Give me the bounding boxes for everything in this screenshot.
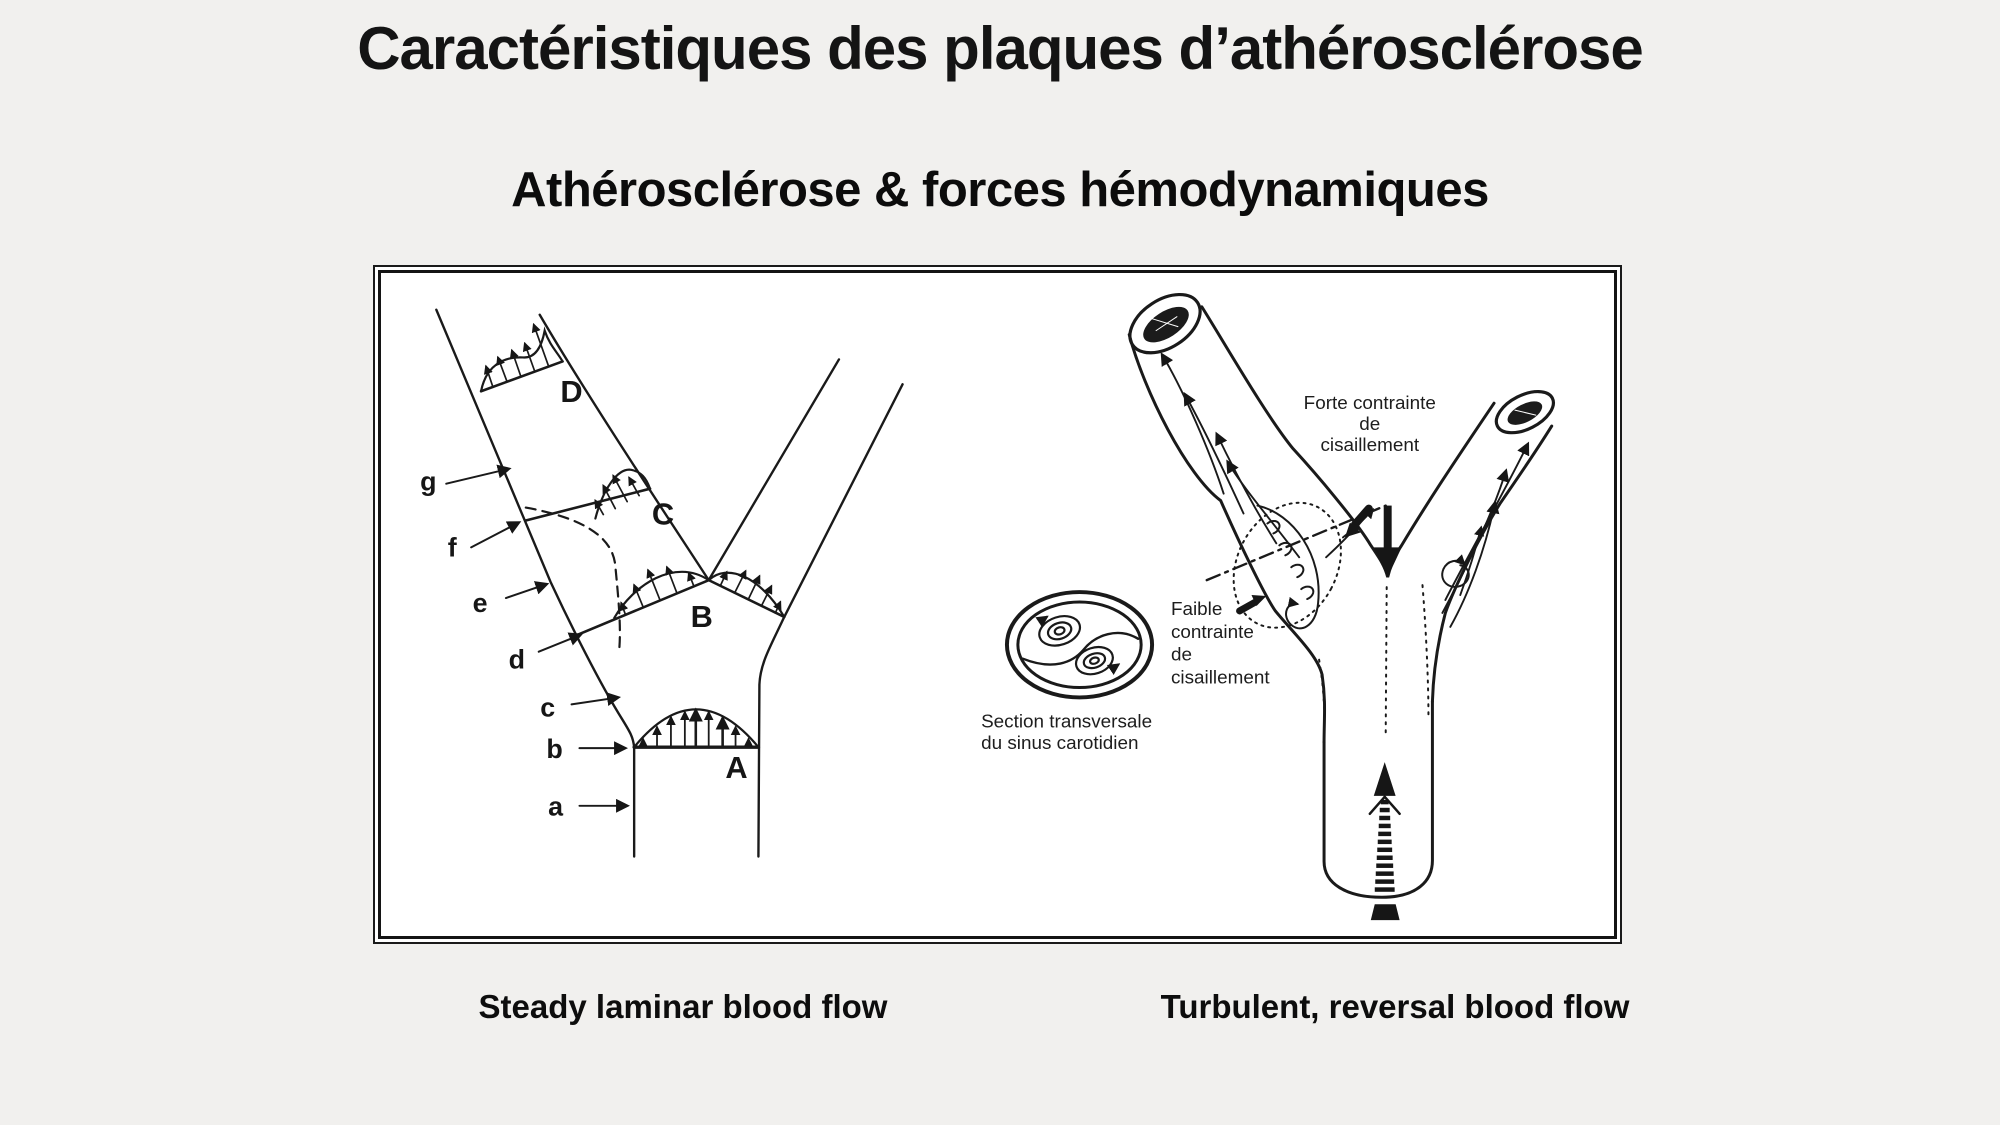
left-diagram-laminar-flow: [420, 310, 902, 857]
low-shear-annotation: [1171, 599, 1270, 689]
svg-text:Section transversale: Section transversale: [981, 711, 1153, 733]
high-shear-arrows: [1345, 506, 1402, 578]
cross-section-caption: [981, 711, 1152, 754]
trunk-dotted-streamlines: [1319, 585, 1428, 734]
cross-section-vortex-upper: [1035, 611, 1083, 650]
velocity-profile-C: [526, 470, 650, 521]
caption-turbulent-flow: Turbulent, reversal blood flow: [1160, 988, 1630, 1025]
wall-label-d: d: [508, 644, 526, 675]
wall-pointer-arrows: [446, 469, 627, 806]
vessel-walls: [436, 310, 902, 857]
hemodynamics-figure: [375, 267, 1620, 942]
svg-text:de: de: [1170, 644, 1192, 666]
right-branch-opening: [1490, 383, 1560, 441]
profile-label-C: C: [651, 496, 675, 532]
profile-label-B: B: [690, 598, 713, 634]
wall-label-b: b: [546, 734, 563, 765]
page-subtitle: Athérosclérose & forces hémodynamiques: [511, 163, 1489, 217]
wall-label-g: g: [420, 466, 437, 497]
svg-text:de: de: [1359, 414, 1381, 436]
caption-steady-flow: Steady laminar blood flow: [478, 988, 888, 1025]
svg-text:du sinus carotidien: du sinus carotidien: [981, 733, 1139, 755]
sinus-cross-section-inset: [1007, 592, 1152, 697]
wall-label-c: c: [540, 692, 556, 723]
figure-frame: [373, 265, 1622, 944]
page-title: Caractéristiques des plaques d’athérosclérose: [357, 15, 1643, 82]
low-shear-pointer-arrow: [1240, 595, 1267, 611]
svg-text:cisaillement: cisaillement: [1320, 434, 1420, 456]
profile-label-D: D: [560, 374, 583, 410]
svg-text:contrainte: contrainte: [1170, 621, 1254, 643]
svg-text:Faible: Faible: [1170, 598, 1223, 620]
right-branch-streamlines: [1442, 444, 1528, 627]
velocity-profile-B: [577, 567, 784, 635]
svg-text:Forte contrainte: Forte contrainte: [1303, 393, 1436, 415]
wall-label-a: a: [548, 791, 564, 822]
wall-label-e: e: [472, 587, 488, 618]
high-shear-annotation: [1304, 393, 1436, 456]
cross-section-vortex-lower: [1072, 643, 1118, 679]
velocity-profile-A: [634, 709, 758, 747]
wall-label-f: f: [447, 532, 457, 563]
inflow-arrow-base: [1371, 904, 1400, 920]
right-branch-vortex: [1442, 561, 1469, 587]
svg-text:cisaillement: cisaillement: [1170, 667, 1270, 689]
right-diagram-turbulent-flow: [981, 283, 1560, 921]
profile-label-A: A: [725, 749, 748, 785]
